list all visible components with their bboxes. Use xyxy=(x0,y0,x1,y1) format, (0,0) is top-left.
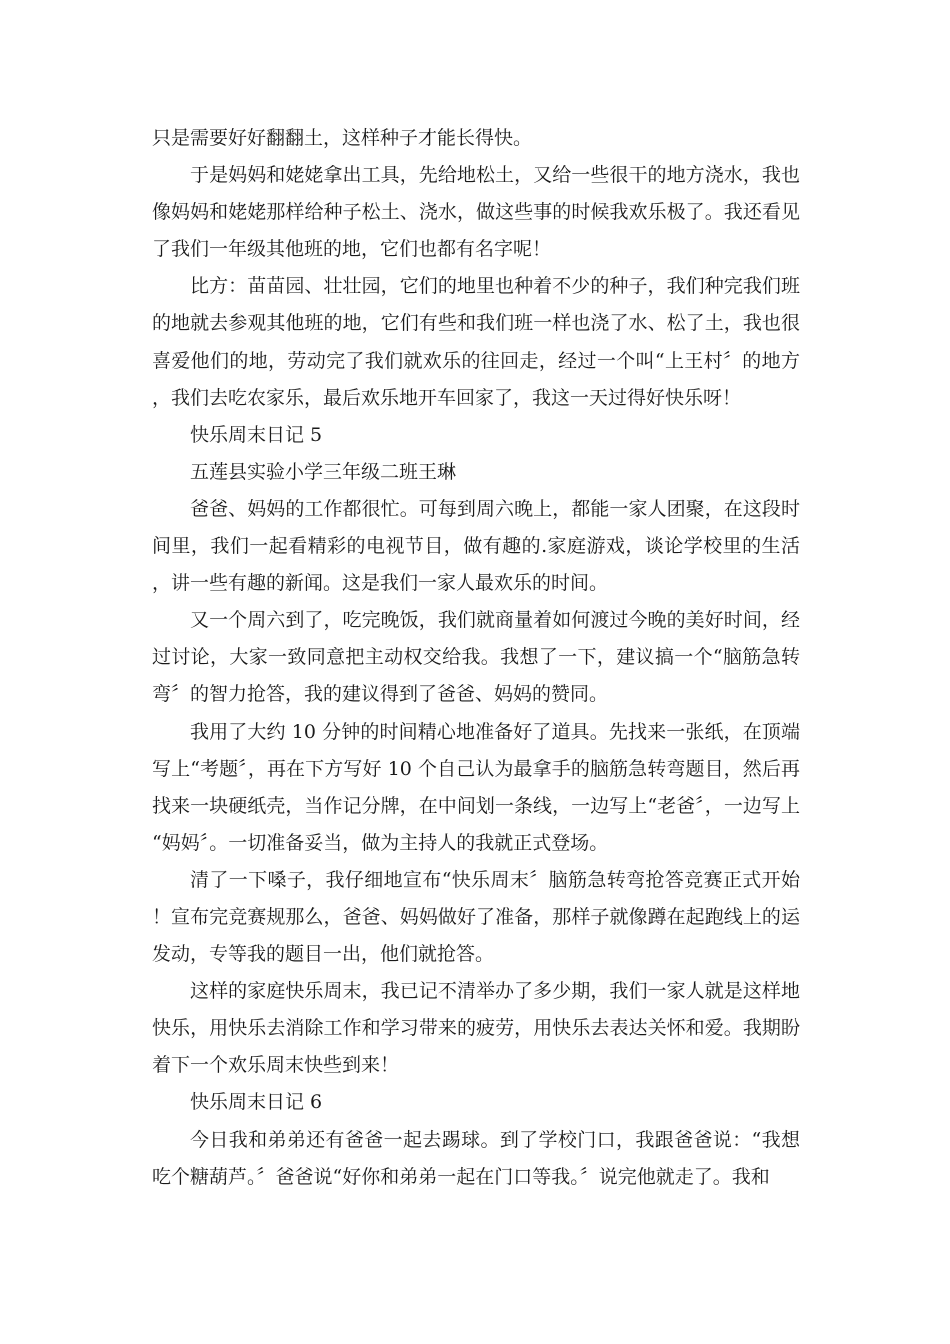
paragraph: 这样的家庭快乐周末，我已记不清举办了多少期，我们一家人就是这样地快乐，用快乐去消除工作和学习带来的疲劳，用快乐去表达关怀和爱。我期盼着下一个欢乐周末快些到来！ xyxy=(152,980,800,1077)
paragraph: 爸爸、妈妈的工作都很忙。可每到周六晚上，都能一家人团聚，在这段时间里，我们一起看精彩的电视节目，做有趣的.家庭游戏，谈论学校里的生活，讲一些有趣的新闻。这是我们一家人最欢乐的时间。 xyxy=(152,497,800,595)
paragraph: 只是需要好好翻翻土，这样种子才能长得快。 xyxy=(152,127,533,149)
diary-title: 快乐周末日记 6 xyxy=(190,1091,323,1114)
document-body xyxy=(152,120,800,1196)
paragraph: 于是妈妈和姥姥拿出工具，先给地松土，又给一些很干的地方浇水，我也像妈妈和姥姥那样给种子松土、浇水，做这些事的时候我欢乐极了。我还看见了我们一年级其他班的地，它们也都有名字呢！ xyxy=(152,164,800,261)
paragraph: 今日我和弟弟还有爸爸一起去踢球。到了学校门口，我跟爸爸说：“我想吃个糖葫芦。〞爸爸说“好你和弟弟一起在门口等我。〞说完他就走了。我和 xyxy=(152,1128,800,1188)
paragraph: 清了一下嗓子，我仔细地宣布“快乐周末〞脑筋急转弯抢答竞赛正式开始！宣布完竞赛规那么，爸爸、妈妈做好了准备，那样子就像蹲在起跑线上的运发动，专等我的题目一出，他们就抢答。 xyxy=(152,868,800,966)
paragraph: 比方：苗苗园、壮壮园，它们的地里也种着不少的种子，我们种完我们班的地就去参观其他班的地，它们有些和我们班一样也浇了水、松了土，我也很喜爱他们的地，劳动完了我们就欢乐的往回走，经过一个叫“上王村〞的地方，我们去吃农家乐，最后欢乐地开车回家了，我这一天过得好快乐呀！ xyxy=(152,275,800,409)
paragraph: 又一个周六到了，吃完晚饭，我们就商量着如何渡过今晚的美好时间，经过讨论，大家一致同意把主动权交给我。我想了一下，建议搞一个“脑筋急转弯〞的智力抢答，我的建议得到了爸爸、妈妈的赞同。 xyxy=(152,609,800,706)
author-line: 五莲县实验小学三年级二班王琳 xyxy=(190,460,457,483)
paragraph: 我用了大约 10 分钟的时间精心地准备好了道具。先找来一张纸，在顶端写上“考题〞，再在下方写好 10 个自己认为最拿手的脑筋急转弯题目，然后再找来一块硬纸壳，当作记分牌，在中间划一条线，一边写上“老爸〞，一边写上“妈妈〞。一切准备妥当，做为主持人的我就正式登场。 xyxy=(152,720,800,854)
diary-title: 快乐周末日记 5 xyxy=(190,423,323,446)
